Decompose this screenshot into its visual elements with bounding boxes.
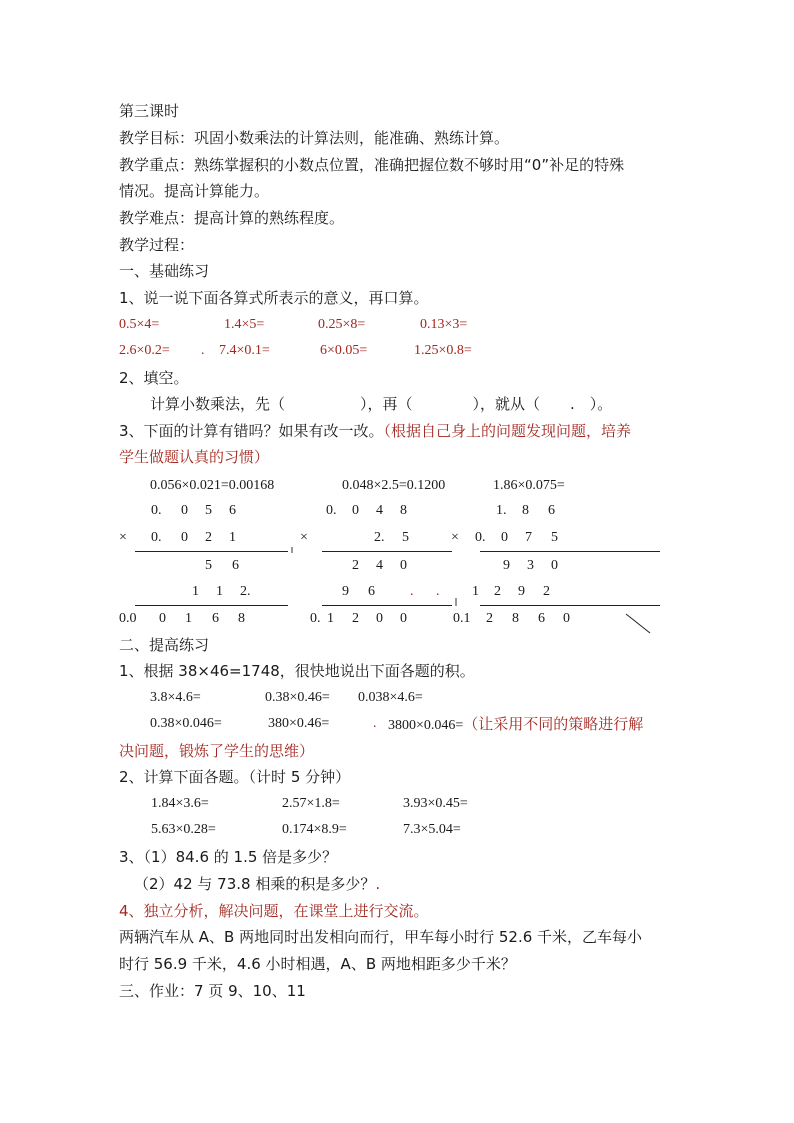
question-6a: 3、（1）84.6 的 1.5 倍是多少？ bbox=[119, 848, 338, 866]
digit: 0 bbox=[376, 611, 383, 626]
digit: 0. bbox=[151, 503, 162, 518]
digit: 0. bbox=[151, 530, 162, 545]
stray-dot: . bbox=[410, 584, 414, 599]
digit: 2. bbox=[374, 530, 385, 545]
digit: 6 bbox=[232, 558, 239, 573]
digit: 6 bbox=[368, 584, 375, 599]
word-problem-line2: 时行 56.9 千米，4.6 小时相遇，A、B 两地相距多少千米？ bbox=[119, 955, 516, 973]
lesson-title: 第三课时 bbox=[119, 102, 180, 120]
digit: 2 bbox=[494, 584, 501, 599]
digit: 1 bbox=[216, 584, 223, 599]
oral-item: 1.25×0.8= bbox=[414, 343, 472, 358]
digit: 0 bbox=[501, 530, 508, 545]
stray-dot: . bbox=[201, 343, 205, 358]
digit: 1 bbox=[327, 611, 334, 626]
oral-item: 0.25×8= bbox=[318, 317, 366, 332]
digit: 8 bbox=[400, 503, 407, 518]
question-5: 2、计算下面各题。（计时 5 分钟） bbox=[119, 768, 351, 786]
calc-item: 7.3×5.04= bbox=[403, 822, 461, 837]
calc-head-3: 1.86×0.075= bbox=[493, 478, 565, 493]
digit: 1 bbox=[192, 584, 199, 599]
digit: 1 bbox=[472, 584, 479, 599]
digit: 0. bbox=[310, 611, 321, 626]
digit: 4 bbox=[376, 558, 383, 573]
digit: 5 bbox=[205, 503, 212, 518]
digit: 9 bbox=[503, 558, 510, 573]
product-item: 3.8×4.6= bbox=[150, 690, 201, 705]
stray-dot: . bbox=[375, 875, 381, 893]
calc-item: 1.84×3.6= bbox=[151, 796, 209, 811]
digit: 2. bbox=[240, 584, 251, 599]
digit: 8 bbox=[512, 611, 519, 626]
oral-item: 0.13×3= bbox=[420, 317, 468, 332]
digit: 0. bbox=[475, 530, 486, 545]
calc-item: 3.93×0.45= bbox=[403, 796, 468, 811]
question-3-text: 3、下面的计算有错吗？如果有改一改。 bbox=[119, 422, 384, 440]
digit: 2 bbox=[205, 530, 212, 545]
question-6b-text: （2）42 与 73.8 相乘的积是多少？ bbox=[134, 875, 376, 893]
digit: 3 bbox=[527, 558, 534, 573]
digit: 6 bbox=[538, 611, 545, 626]
oral-item: 2.6×0.2= bbox=[119, 343, 170, 358]
digit: 5 bbox=[551, 530, 558, 545]
digit: 8 bbox=[522, 503, 529, 518]
product-item: 0.38×0.46= bbox=[265, 690, 330, 705]
section-advanced-practice: 二、提高练习 bbox=[119, 636, 210, 654]
digit: 0 bbox=[352, 503, 359, 518]
multiply-sign: × bbox=[451, 530, 459, 545]
calc-head-1: 0.056×0.021=0.00168 bbox=[150, 478, 275, 493]
product-item: 0.038×4.6= bbox=[358, 690, 423, 705]
digit: 6 bbox=[212, 611, 219, 626]
question-1: 1、说一说下面各算式所表示的意义，再口算。 bbox=[119, 289, 429, 307]
digit: 2 bbox=[543, 584, 550, 599]
stray-dot: . bbox=[373, 716, 377, 731]
digit: 2 bbox=[486, 611, 493, 626]
teaching-focus-line1: 教学重点：熟练掌握积的小数点位置，准确把握位数不够时用“0”补足的特殊 bbox=[119, 156, 625, 174]
teaching-process: 教学过程： bbox=[119, 236, 195, 254]
question-3-note-cont: 学生做题认真的习惯） bbox=[119, 448, 270, 466]
question-7: 4、独立分析，解决问题，在课堂上进行交流。 bbox=[119, 902, 429, 920]
homework: 三、作业：7 页 9、10、11 bbox=[119, 982, 306, 1000]
product-item-with-note bbox=[388, 714, 643, 736]
teaching-objective: 教学目标：巩固小数乘法的计算法则，能准确、熟练计算。 bbox=[119, 129, 510, 147]
digit: 7 bbox=[525, 530, 532, 545]
digit: 8 bbox=[238, 611, 245, 626]
question-2: 2、填空。 bbox=[119, 369, 189, 387]
oral-item: 6×0.05= bbox=[320, 343, 368, 358]
calc-item: 0.174×8.9= bbox=[282, 822, 347, 837]
product-item: 380×0.46= bbox=[268, 716, 330, 731]
question-4: 1、根据 38×46=1748，很快地说出下面各题的积。 bbox=[119, 662, 475, 680]
word-problem-line1: 两辆汽车从 A、B 两地同时出发相向而行，甲车每小时行 52.6 千米，乙车每小 bbox=[119, 928, 643, 946]
digit: 2 bbox=[352, 611, 359, 626]
question-3-note: （根据自己身上的问题发现问题，培养 bbox=[383, 422, 632, 440]
product-item: 0.38×0.046= bbox=[150, 716, 222, 731]
digit: 0 bbox=[181, 530, 188, 545]
oral-item: 1.4×5= bbox=[224, 317, 265, 332]
digit: 5 bbox=[205, 558, 212, 573]
digit: 1 bbox=[185, 611, 192, 626]
digit: 0 bbox=[159, 611, 166, 626]
digit: 0.1 bbox=[453, 611, 471, 626]
digit: 0 bbox=[400, 558, 407, 573]
digit: 2 bbox=[352, 558, 359, 573]
question-6b bbox=[134, 874, 380, 894]
digit: 0 bbox=[181, 503, 188, 518]
multiply-sign: × bbox=[119, 530, 127, 545]
digit: 0 bbox=[551, 558, 558, 573]
calc-head-2: 0.048×2.5=0.1200 bbox=[342, 478, 446, 493]
question-4-note-cont: 决问题，锻炼了学生的思维） bbox=[119, 742, 315, 760]
fill-in-sentence: 计算小数乘法，先（ ），再（ ），就从（ . ）。 bbox=[150, 395, 613, 413]
calc-item: 5.63×0.28= bbox=[151, 822, 216, 837]
digit: 9 bbox=[518, 584, 525, 599]
teaching-difficulty: 教学难点：提高计算的熟练程度。 bbox=[119, 209, 345, 227]
teaching-focus-line2: 情况。提高计算能力。 bbox=[119, 182, 270, 200]
oral-item: 0.5×4= bbox=[119, 317, 160, 332]
digit: 1. bbox=[496, 503, 507, 518]
section-basic-practice: 一、基础练习 bbox=[119, 262, 210, 280]
product-item: 3800×0.046= bbox=[388, 718, 464, 733]
digit: 0. bbox=[326, 503, 337, 518]
digit: 6 bbox=[229, 503, 236, 518]
digit: 0 bbox=[400, 611, 407, 626]
digit: 6 bbox=[548, 503, 555, 518]
digit: 4 bbox=[376, 503, 383, 518]
digit: 0.0 bbox=[119, 611, 137, 626]
oral-item: 7.4×0.1= bbox=[219, 343, 270, 358]
calc-item: 2.57×1.8= bbox=[282, 796, 340, 811]
digit: 1 bbox=[229, 530, 236, 545]
digit: 9 bbox=[342, 584, 349, 599]
multiply-sign: × bbox=[300, 530, 308, 545]
question-4-note: （让采用不同的策略进行解 bbox=[463, 715, 644, 733]
digit: 0 bbox=[563, 611, 570, 626]
stray-dot: . bbox=[436, 584, 440, 599]
digit: 5 bbox=[402, 530, 409, 545]
